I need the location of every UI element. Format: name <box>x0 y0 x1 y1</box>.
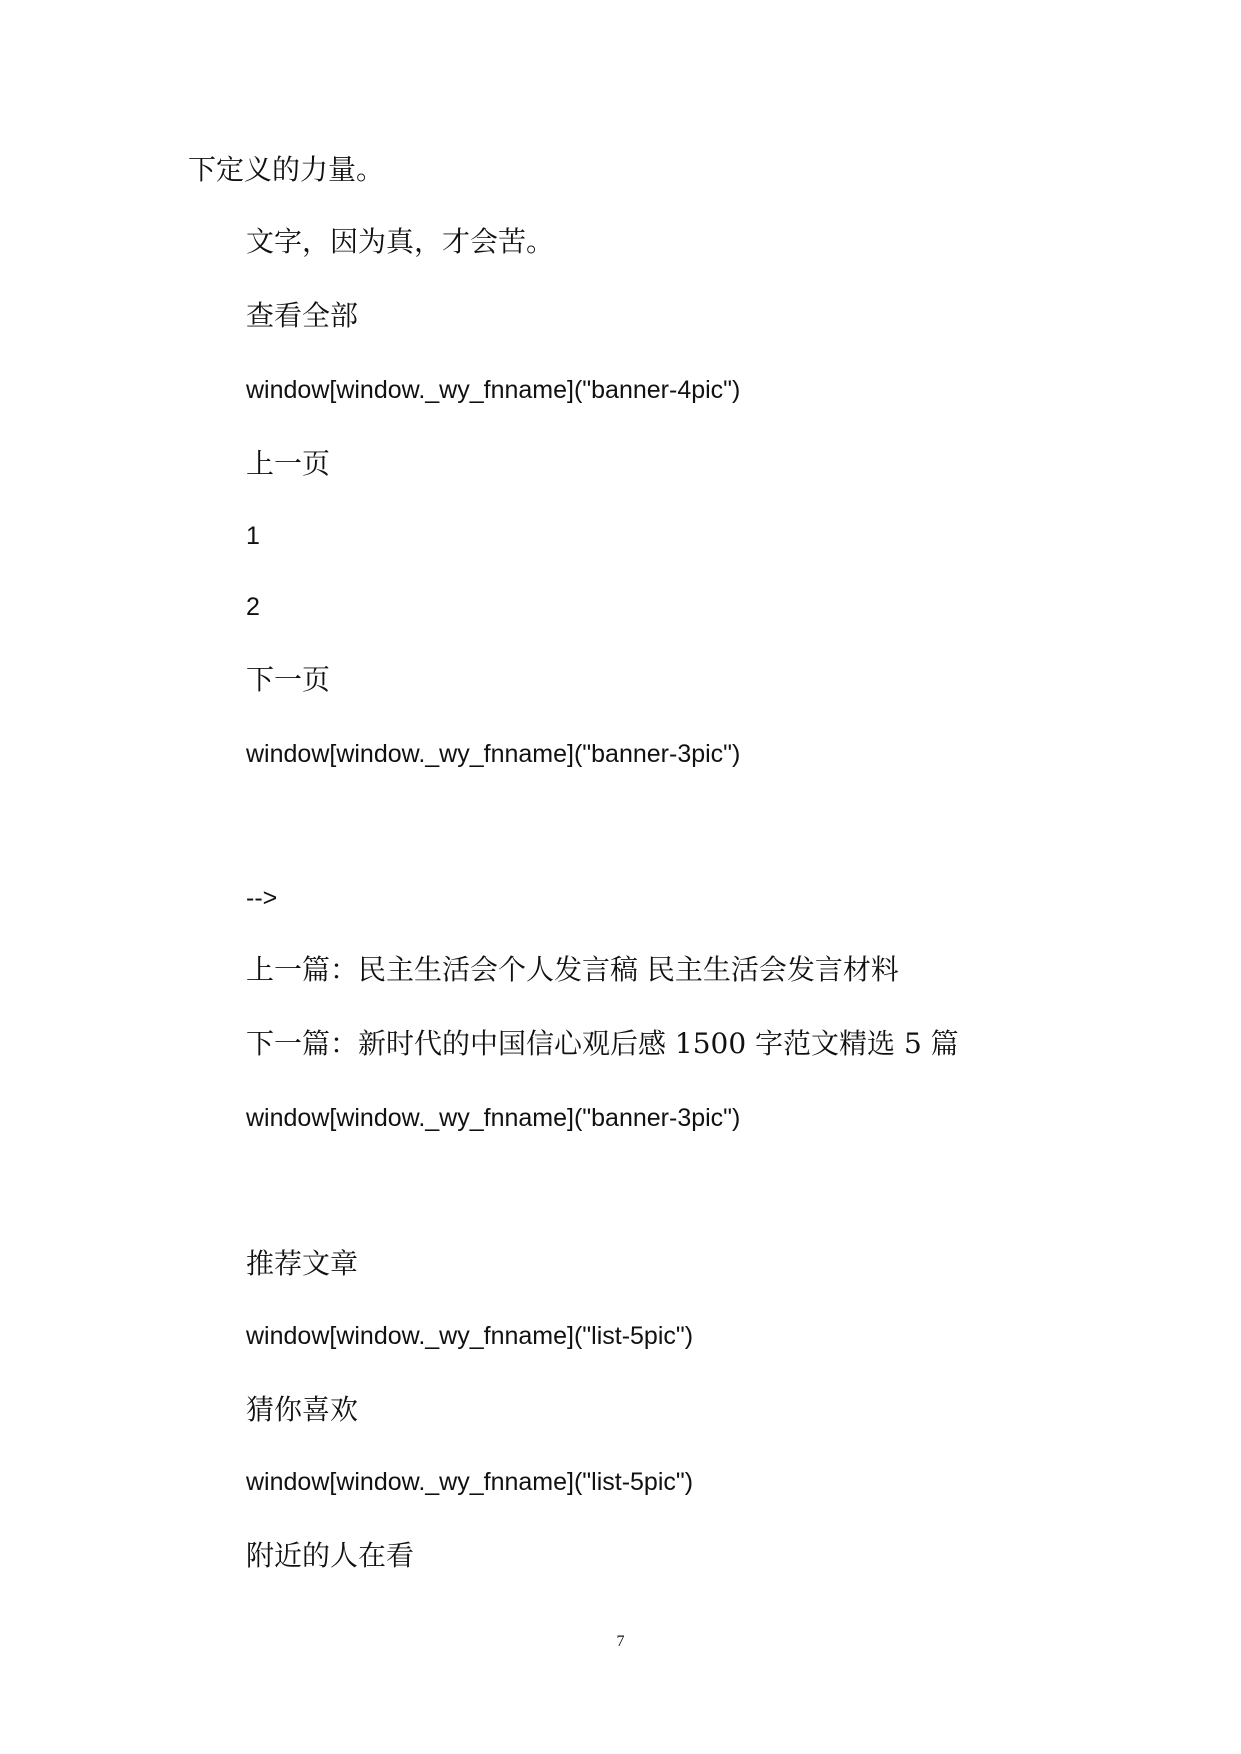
page-link-2[interactable]: 2 <box>246 593 260 621</box>
recommended-articles-heading: 推荐文章 <box>246 1247 359 1280</box>
script-text-banner-4pic: window[window._wy_fnname]("banner-4pic") <box>246 376 741 404</box>
next-article-link[interactable]: 下一篇：新时代的中国信心观后感 1500 字范文精选 5 篇 <box>246 1027 959 1060</box>
script-text-banner-3pic: window[window._wy_fnname]("banner-3pic") <box>246 740 741 768</box>
script-text-banner-3pic: window[window._wy_fnname]("banner-3pic") <box>246 1104 741 1132</box>
paragraph-continuation: 下定义的力量。 <box>188 153 385 186</box>
you-may-like-heading: 猜你喜欢 <box>246 1393 359 1426</box>
script-text-list-5pic: window[window._wy_fnname]("list-5pic") <box>246 1322 694 1350</box>
next-page-link[interactable]: 下一页 <box>246 663 331 696</box>
script-text-list-5pic: window[window._wy_fnname]("list-5pic") <box>246 1468 694 1496</box>
paragraph-text: 文字，因为真，才会苦。 <box>246 225 555 258</box>
comment-end-marker: --> <box>246 884 278 912</box>
nearby-people-reading-heading: 附近的人在看 <box>246 1539 415 1572</box>
page-link-1[interactable]: 1 <box>246 522 260 550</box>
previous-page-link[interactable]: 上一页 <box>246 447 331 480</box>
previous-article-link[interactable]: 上一篇：民主生活会个人发言稿 民主生活会发言材料 <box>246 953 899 986</box>
page-number: 7 <box>616 1633 625 1650</box>
view-all-link[interactable]: 查看全部 <box>246 299 359 332</box>
